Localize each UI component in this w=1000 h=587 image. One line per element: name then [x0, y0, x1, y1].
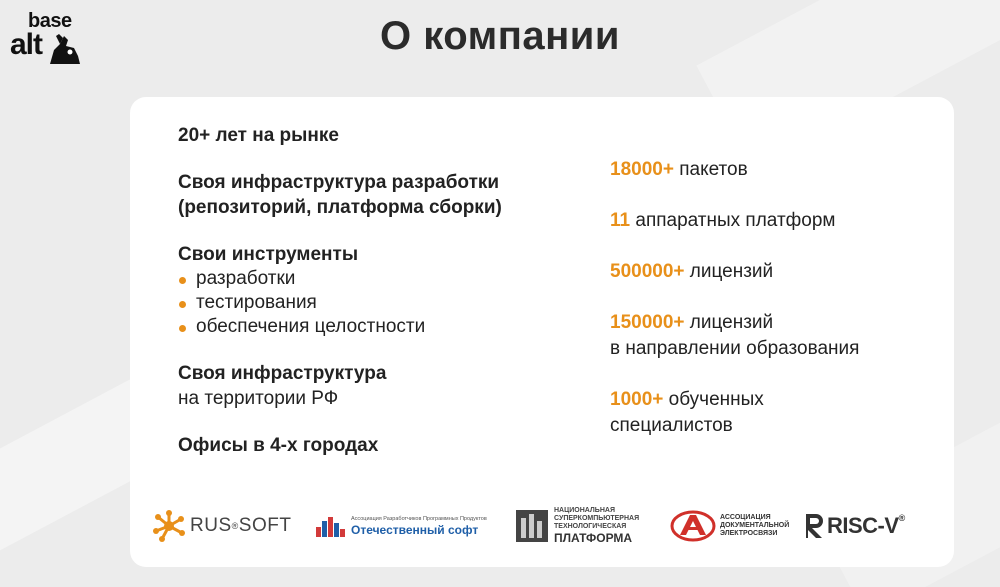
- stat-edu-licenses: [610, 310, 940, 362]
- fact-subtext: на территории РФ: [178, 388, 339, 409]
- adc-line: ДОКУМЕНТАЛЬНОЙ: [720, 522, 790, 529]
- stat-label-line2: в направлении образования: [610, 338, 860, 359]
- list-item: разработки: [178, 267, 578, 291]
- content-card: [130, 97, 954, 567]
- fact-dev-infra: [178, 170, 578, 220]
- stat-label: лицензий: [684, 312, 774, 333]
- bullet-icon: [179, 325, 186, 332]
- fact-heading: Своя инфраструктура: [178, 363, 387, 384]
- stat-number: 150000+: [610, 312, 685, 333]
- fact-tools: [178, 242, 578, 339]
- nsp-name: ПЛАТФОРМА: [554, 531, 633, 545]
- nsp-logo: [516, 499, 639, 553]
- stat-label: аппаратных платформ: [630, 210, 836, 231]
- bullet-icon: [179, 277, 186, 284]
- stat-number: 18000+: [610, 159, 674, 180]
- aprp-bars-icon: [316, 515, 346, 537]
- aprp-logo: [316, 499, 487, 553]
- right-column: [610, 157, 940, 464]
- aprp-name: Отечественный софт: [351, 522, 479, 537]
- partner-logos: [130, 499, 954, 553]
- riscv-mark-icon: [806, 514, 824, 538]
- adc-line: ЭЛЕКТРОСВЯЗИ: [720, 530, 778, 537]
- stat-number: 500000+: [610, 261, 685, 282]
- russoft-text: RUS®SOFT: [190, 515, 292, 536]
- stat-trained: [610, 387, 940, 439]
- russoft-emblem-icon: [152, 509, 186, 543]
- nsp-line: НАЦИОНАЛЬНАЯ: [554, 507, 615, 514]
- russoft-logo: [152, 499, 291, 553]
- adc-emblem-icon: [670, 509, 716, 543]
- fact-heading: Офисы в 4-х городах: [178, 435, 379, 456]
- nsp-line: СУПЕРКОМПЬЮТЕРНАЯ: [554, 515, 640, 522]
- tools-list: [178, 267, 578, 339]
- adc-line: АССОЦИАЦИЯ: [720, 514, 771, 521]
- list-item: обеспечения целостности: [178, 315, 578, 339]
- stat-label: лицензий: [684, 261, 774, 282]
- stat-label-line2: специалистов: [610, 415, 733, 436]
- fact-heading: Своя инфраструктура разработки (репозиторий, платформа сборки): [178, 172, 502, 218]
- fact-years: [178, 123, 578, 148]
- aprp-caption: Ассоциация Разработчиков Программных Продуктов: [351, 515, 487, 522]
- list-item: тестирования: [178, 291, 578, 315]
- stat-number: 11: [610, 210, 631, 231]
- riscv-text: RISC-V®: [827, 513, 905, 538]
- fact-heading: 20+ лет на рынке: [178, 125, 339, 146]
- riscv-logo: [806, 499, 905, 553]
- stat-platforms: [610, 208, 940, 234]
- stat-packages: [610, 157, 940, 183]
- fact-offices: [178, 433, 578, 458]
- nsp-building-icon: [516, 510, 548, 542]
- page-title: О компании: [380, 14, 620, 58]
- stat-label: пакетов: [673, 159, 748, 180]
- stat-label: обученных: [663, 389, 764, 410]
- adc-logo: [670, 499, 789, 553]
- stat-licenses: [610, 259, 940, 285]
- nsp-line: ТЕХНОЛОГИЧЕСКАЯ: [554, 523, 627, 530]
- logo-text-alt: alt: [10, 28, 43, 61]
- fact-heading: Свои инструменты: [178, 244, 359, 265]
- left-column: [178, 123, 578, 480]
- logo-text-base: base: [28, 10, 72, 32]
- fact-infra-rf: [178, 361, 578, 411]
- bullet-icon: [179, 301, 186, 308]
- stat-number: 1000+: [610, 389, 664, 410]
